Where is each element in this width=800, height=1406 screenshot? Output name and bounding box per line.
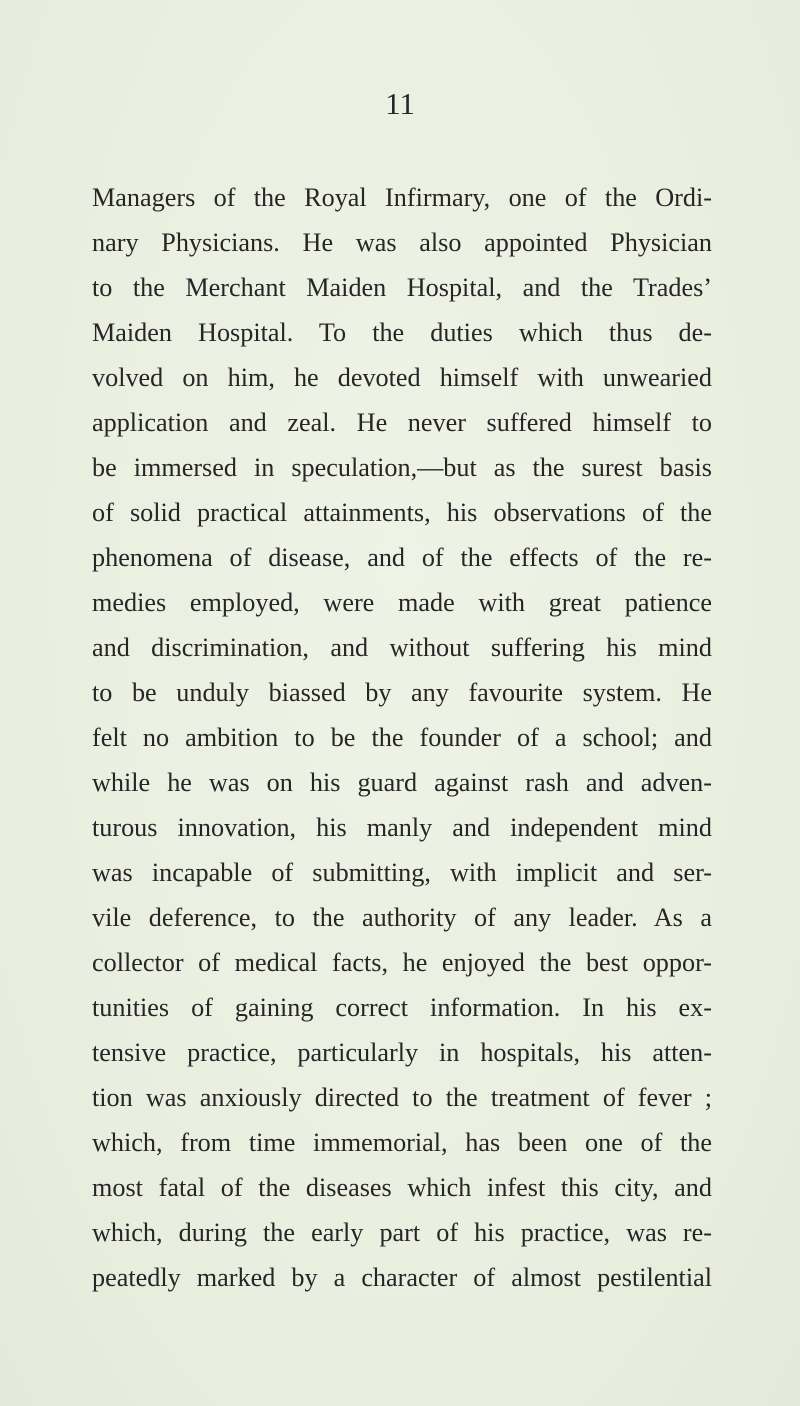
text-line: be immersed in speculation,—but as the surest basis [92,453,712,482]
text-line: turous innovation, his manly and independent mind [92,813,712,842]
text-line: phenomena of disease, and of the effects of the re- [92,543,712,572]
text-line: Maiden Hospital. To the duties which thus de- [92,318,712,347]
page-number: 11 [385,86,415,121]
text-line: nary Physicians. He was also appointed Physician [92,228,712,257]
text-line: felt no ambition to be the founder of a school; and [92,723,712,752]
text-line: to the Merchant Maiden Hospital, and the Trades’ [92,273,712,302]
text-line: while he was on his guard against rash and adven- [92,768,712,797]
text-line: tion was anxiously directed to the treatment of fever ; [92,1083,712,1112]
text-line: tunities of gaining correct information. In his ex- [92,993,712,1022]
text-line: collector of medical facts, he enjoyed the best oppor- [92,948,712,977]
text-line: of solid practical attainments, his observations of the [92,498,712,527]
text-line: Managers of the Royal Infirmary, one of the Ordi- [92,183,712,212]
text-line: which, during the early part of his practice, was re- [92,1218,712,1247]
text-line: which, from time immemorial, has been one of the [92,1128,712,1157]
text-line: to be unduly biassed by any favourite system. He [92,678,712,707]
text-line: volved on him, he devoted himself with unwearied [92,363,712,392]
text-line: application and zeal. He never suffered himself to [92,408,712,437]
text-line: medies employed, were made with great patience [92,588,712,617]
text-line: peatedly marked by a character of almost pestilential [92,1263,712,1292]
text-line: tensive practice, particularly in hospitals, his atten- [92,1038,712,1067]
text-line: was incapable of submitting, with implicit and ser- [92,858,712,887]
text-line: most fatal of the diseases which infest this city, and [92,1173,712,1202]
text-line: and discrimination, and without suffering his mind [92,633,712,662]
text-line: vile deference, to the authority of any leader. As a [92,903,712,932]
